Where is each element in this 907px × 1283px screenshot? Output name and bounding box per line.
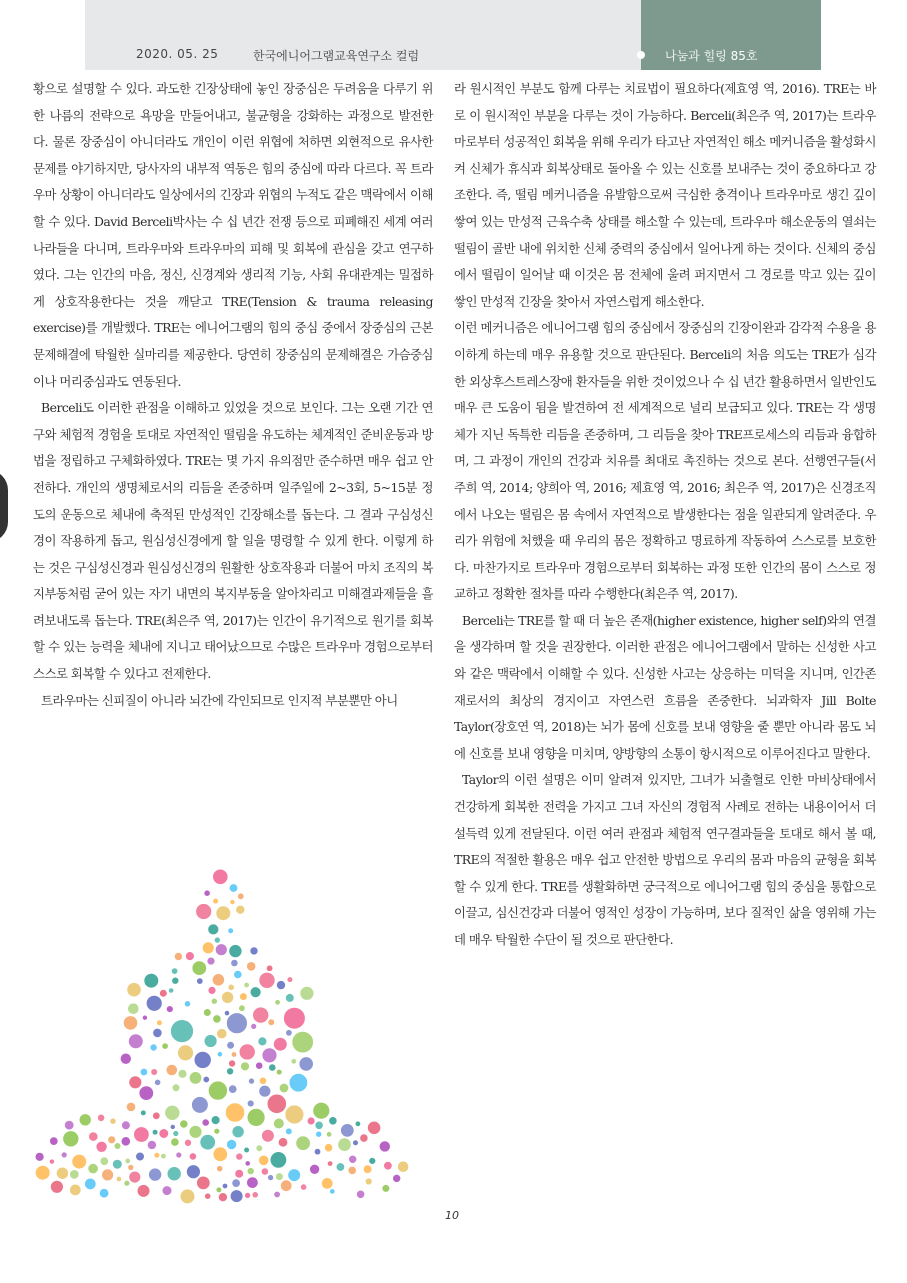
paragraph: 트라우마는 신피질이 아니라 뇌간에 각인되므로 인지적 부분뿐만 아니 — [41, 692, 398, 708]
paragraph: Berceli도 이러한 관점을 이해하고 있었을 것으로 보인다. 그는 오랜 기간 연구와 체험적 경험을 토대로 자연적인 떨림을 유도하는 체계적인 준비운동과 방법을 정립하고 구체화하였다. TRE는 몇 가지 유의점만 준수하면 매우 쉽고 안전하다. 개인의 생명체로서의 리듬을 존중하며 일주일에 2~3회, 5~15분 정도의 운동으로 체내에 축적된 만성적인 긴장해소를 돕는다. 그 결과 구심성신경이 작용하게 돕고, 원심성신경에게 할 일을 명령할 수 있게 한다. 이렇게 하는 것은 구심성신경과 원심성신경의 원활한 상호작용과 더불어 마치 조직의 복지부동처럼 굳어 있는 자기 내면의 복지부동을 알아차리고 미해결과제들을 흘려보내도록 돕는다. TRE(최은주 역, 2017)는 인간이 유기적으로 원기를 회복할 수 있는 능력을 체내에 지니고 태어났으므로 수많은 트라우마 경험으로부터 스스로 회복할 수 있다고 전제한다. — [33, 400, 433, 682]
page-edge-tab — [0, 470, 8, 542]
header-date: 2020. 05. 25 — [136, 47, 219, 61]
meditation-figure-circles-icon — [20, 868, 452, 1218]
header-org: 한국에니어그램교육연구소 컬럼 — [253, 49, 420, 63]
header-issue: 나눔과 힐링 85호 — [665, 49, 758, 63]
paragraph: 황으로 설명할 수 있다. 과도한 긴장상태에 놓인 장중심은 두려움을 다루기 위한 나름의 전략으로 욕망을 만들어내고, 불균형을 강화하는 과정으로 발전한다. 물론 장중심이 아니더라도 개인이 이런 위협에 처하면 외현적으로 유사한 문제를 야기하지만, 당사자의 내부적 역동은 힘의 중심에 따라 다르다. 꼭 트라우마 상황이 아니더라도 일상에서의 긴장과 위협의 누적도 같은 맥락에서 이해할 수 있다. David Berceli박사는 수 십 년간 전쟁 등으로 피폐해진 세계 여러 나라들을 다니며, 트라우마와 트라우마의 피해 및 회복에 관심을 갖고 연구하였다. 그는 인간의 마음, 정신, 신경계와 생리적 기능, 사회 유대관계는 밀접하게 상호작용한다는 것을 깨닫고 TRE(Tension & trauma releasing exercise)를 개발했다. TRE는 에니어그램의 힘의 중심 중에서 장중심의 근본 문제해결에 탁월한 실마리를 제공한다. 당연히 장중심의 문제해결은 가슴중심이나 머리중심과도 연동된다. — [33, 81, 433, 389]
header-dot-icon — [637, 51, 645, 59]
paragraph: Taylor의 이런 설명은 이미 알려져 있지만, 그녀가 뇌출혈로 인한 마비상태에서 건강하게 회복한 전력을 가지고 그녀 자신의 경험적 사례로 전하는 내용이어서 더 설득력 있게 전달된다. 이런 여러 관점과 체험적 연구결과들을 토대로 해서 볼 때, TRE의 적절한 활용은 매우 쉽고 안전한 방법으로 우리의 몸과 마음의 균형을 회복할 수 있게 한다. TRE를 생활화하면 궁극적으로 에니어그램 힘의 중심을 통합으로 이끌고, 심신건강과 더불어 영적인 성장이 가능하며, 보다 질적인 삶을 영위해 가는데 매우 탁월한 수단이 될 것으로 판단한다. — [454, 772, 876, 947]
paragraph: 이런 메커니즘은 에니어그램 힘의 중심에서 장중심의 긴장이완과 감각적 수용을 용이하게 하는데 매우 유용할 것으로 판단된다. Berceli의 처음 의도는 TRE가 심각한 외상후스트레스장애 환자들을 위한 것이었으나 수 십 년간 활용하면서 일반인도 매우 큰 도움이 됨을 발견하여 전 세계적으로 널리 보급되고 있다. TRE는 각 생명체가 지닌 독특한 리듬을 존중하며, 그 리듬을 찾아 TRE프로세스의 리듬과 융합하며, 그 과정이 개인의 건강과 치유를 최대로 촉진하는 것으로 본다. 선행연구들(서주희 역, 2014; 양희아 역, 2016; 제효영 역, 2016; 최은주 역, 2017)은 신경조직에서 나오는 떨림은 몸 속에서 자연적으로 발생한다는 점을 일관되게 알려준다. 우리가 위험에 처했을 때 우리의 몸은 정확하고 명료하게 작동하여 스스로를 보호한다. 마찬가지로 트라우마 경험으로부터 회복하는 과정 또한 인간의 몸이 스스로 정교하고 정확한 절차를 따라 수행한다(최은주 역, 2017). — [454, 320, 876, 602]
page-number: 10 — [445, 1209, 459, 1222]
paragraph: 라 원시적인 부분도 함께 다루는 치료법이 필요하다(제효영 역, 2016). TRE는 바로 이 원시적인 부분을 다루는 것이 가능하다. Berceli(최은주 역, 2017)는 트라우마로부터 성공적인 회복을 위해 우리가 타고난 자연적인 해소 메커니즘을 활성화시켜 신체가 휴식과 회복상태로 돌아올 수 있는 신호를 보내주는 것이 중요하다고 강조한다. 즉, 떨림 메커니즘을 유발함으로써 극심한 충격이나 트라우마로 생긴 깊이 쌓여 있는 만성적 근육수축 상태를 해소할 수 있는데, 트라우마 해소운동의 열쇠는 떨림이 골반 내에 위치한 신체 중력의 중심에서 일어나게 하는 것이다. 신체의 중심에서 떨림이 일어날 때 이것은 몸 전체에 울려 퍼지면서 그 경로를 막고 있는 깊이 쌓인 만성적 긴장을 찾아서 자연스럽게 해소한다. — [454, 81, 876, 309]
right-column — [454, 76, 876, 954]
paragraph: Berceli는 TRE를 할 때 더 높은 존재(higher existence, higher self)와의 연결을 생각하며 할 것을 권장한다. 이러한 관점은 에니어그램에서 말하는 신성한 사고와 같은 맥락에서 이해할 수 있다. 신성한 사고는 상응하는 미덕을 지니며, 인간존재로서의 최상의 경지이고 자연스런 흐름을 존중한다. 뇌과학자 Jill Bolte Taylor(장호연 역, 2018)는 뇌가 몸에 신호를 보내 영향을 줄 뿐만 아니라 몸도 뇌에 신호를 보내 영향을 미치며, 양방향의 소통이 항시적으로 이루어진다고 말한다. — [454, 612, 876, 761]
left-column — [33, 76, 433, 714]
